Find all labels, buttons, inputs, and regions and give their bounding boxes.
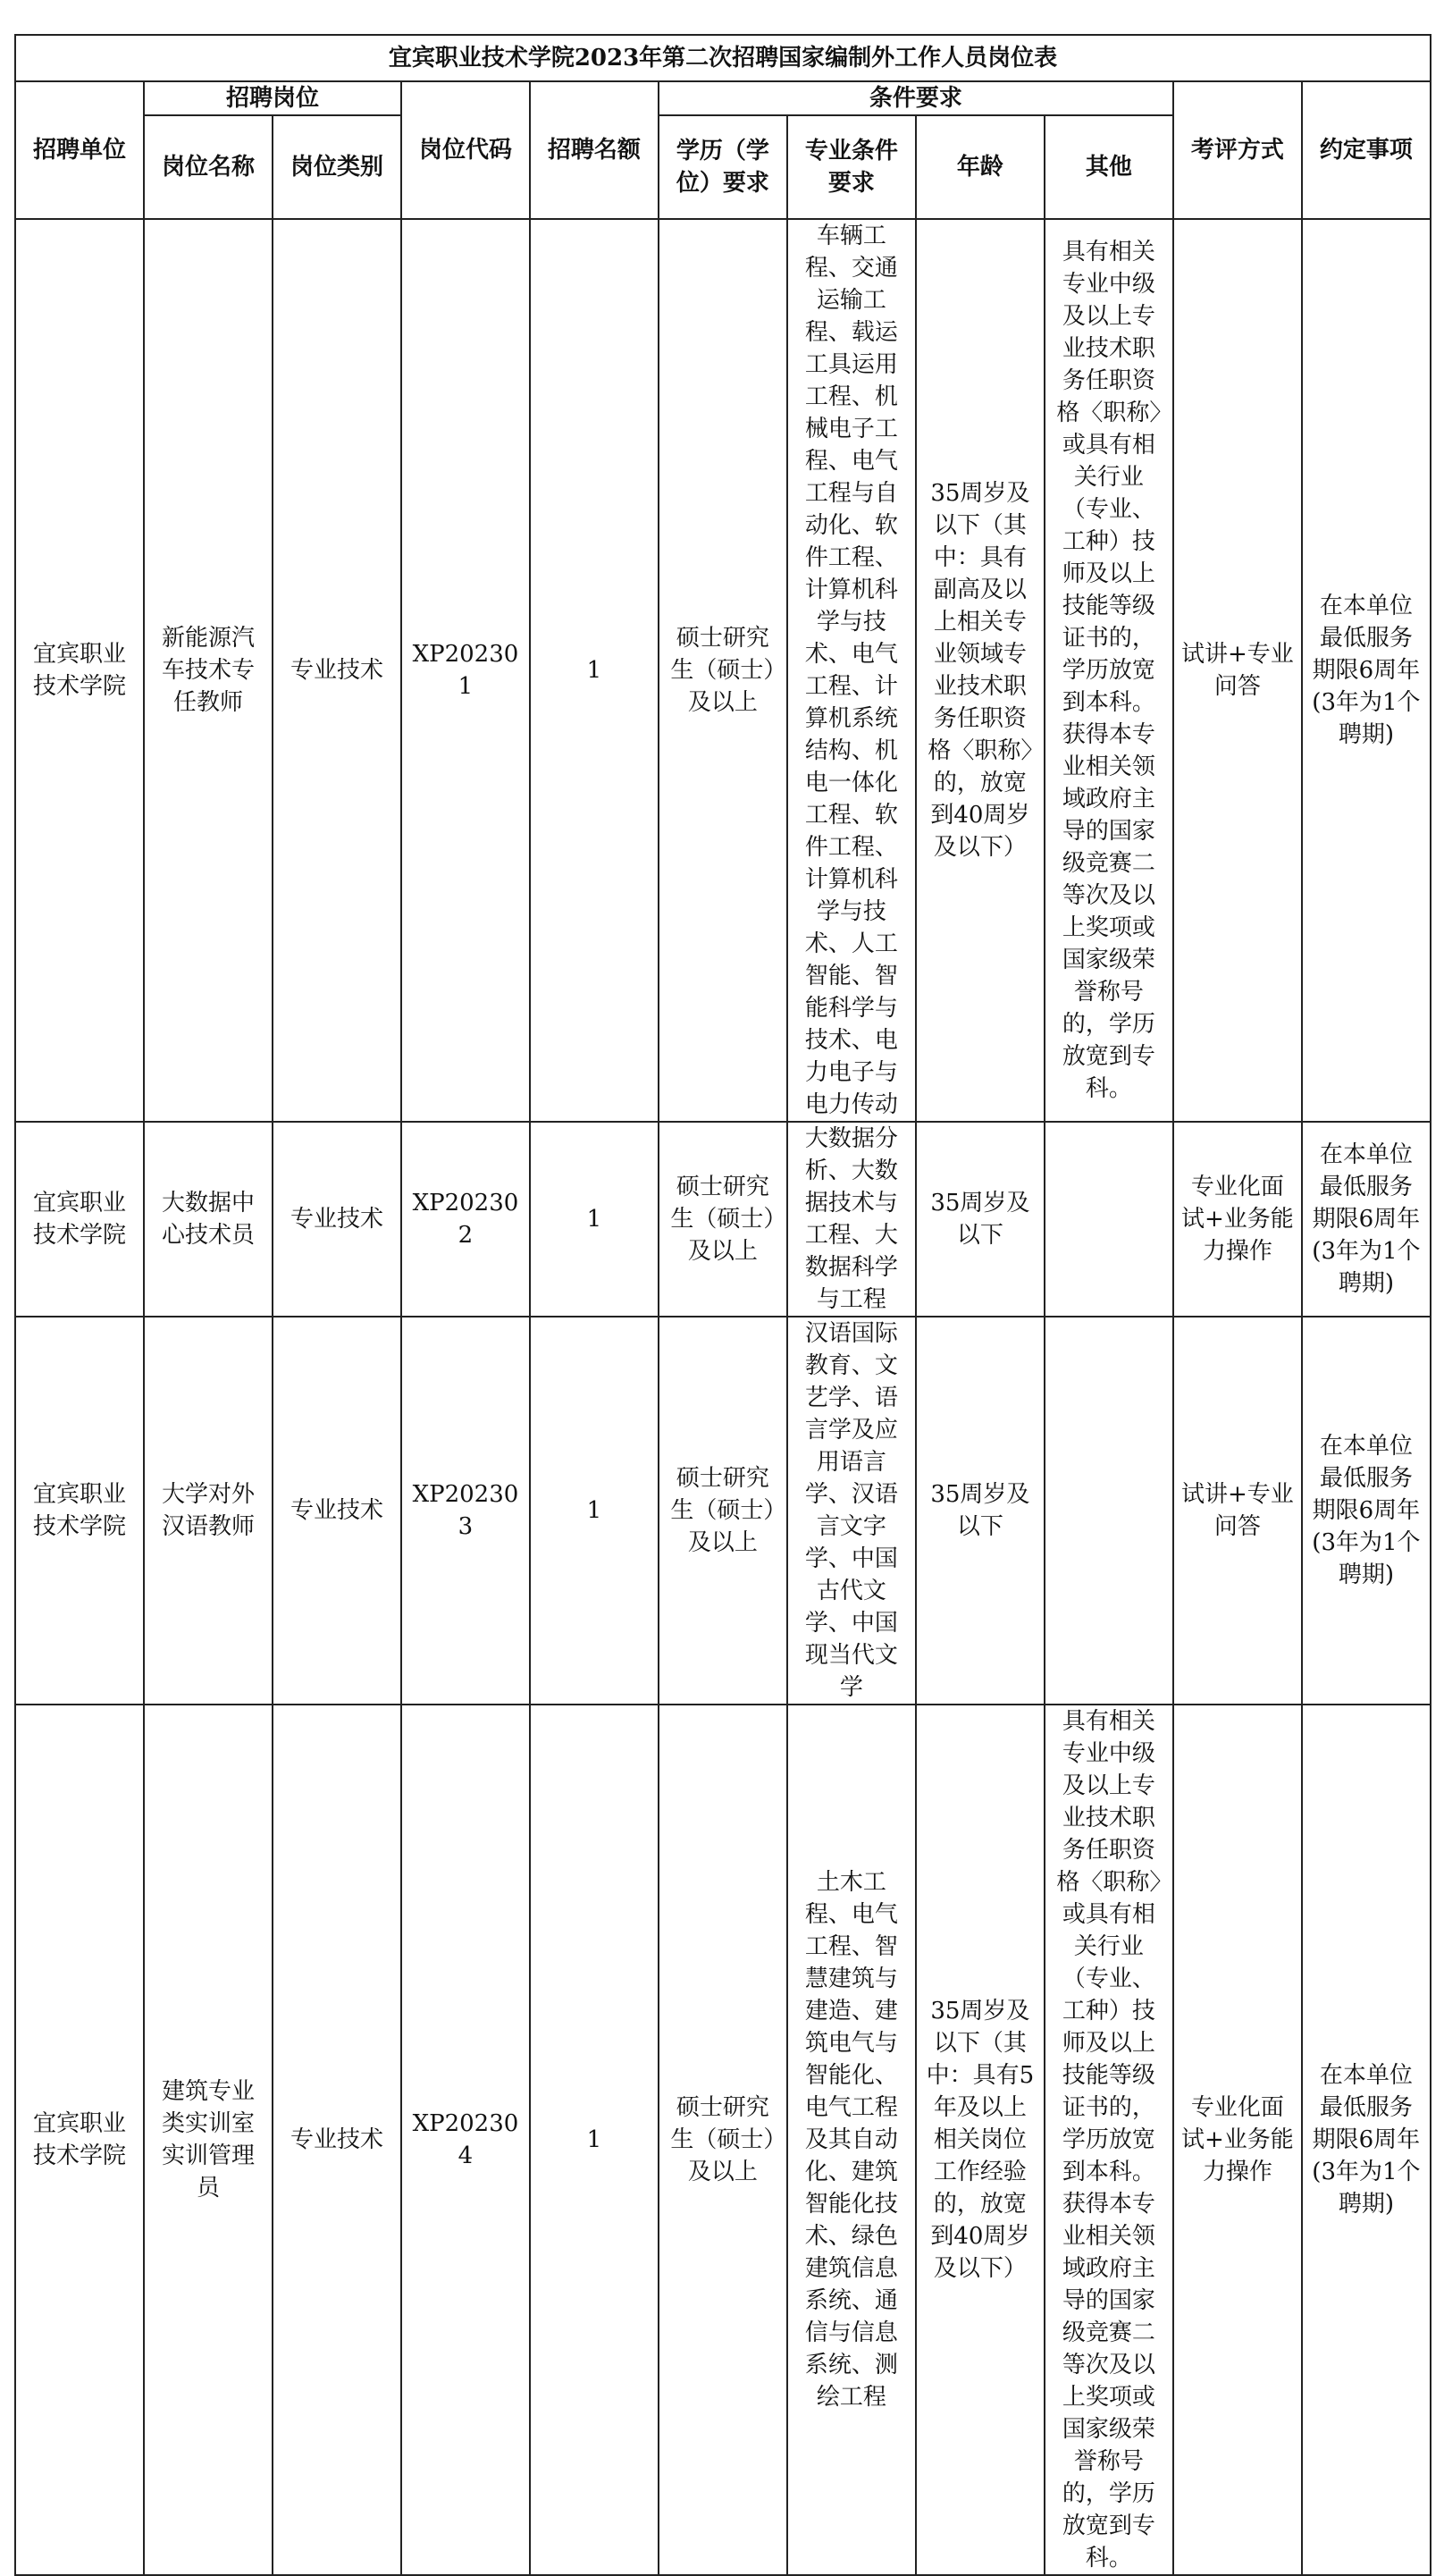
- cell-agreement: 在本单位最低服务期限6周年(3年为1个聘期): [1302, 1317, 1431, 1705]
- cell-assessment: 试讲+专业问答: [1173, 1317, 1302, 1705]
- header-quota: 招聘名额: [530, 81, 659, 219]
- cell-quota: 1: [530, 219, 659, 1122]
- cell-post-name: 新能源汽车技术专任教师: [144, 219, 273, 1122]
- table-row: [15, 1705, 1431, 2575]
- cell-unit: 宜宾职业技术学院: [15, 219, 144, 1122]
- cell-unit: 宜宾职业技术学院: [15, 1317, 144, 1705]
- header-agreement: 约定事项: [1302, 81, 1431, 219]
- cell-education: 硕士研究生（硕士）及以上: [659, 219, 787, 1122]
- cell-major: 车辆工程、交通运输工程、载运工具运用工程、机械电子工程、电气工程与自动化、软件工程、计算机科学与技术、电气工程、计算机系统结构、机电一体化工程、软件工程、计算机科学与技术、人工智能、智能科学与技术、电力电子与电力传动: [787, 219, 916, 1122]
- header-conditions: 条件要求: [659, 81, 1173, 115]
- cell-education: 硕士研究生（硕士）及以上: [659, 1122, 787, 1317]
- cell-post-name: 建筑专业类实训室实训管理员: [144, 1705, 273, 2575]
- table-row: [15, 1317, 1431, 1705]
- cell-other: [1045, 1122, 1173, 1317]
- cell-age: 35周岁及以下: [916, 1317, 1045, 1705]
- cell-agreement: 在本单位最低服务期限6周年(3年为1个聘期): [1302, 1705, 1431, 2575]
- cell-post-type: 专业技术: [273, 219, 401, 1122]
- cell-age: 35周岁及以下（其中：具有5年及以上相关岗位工作经验的，放宽到40周岁及以下）: [916, 1705, 1045, 2575]
- table-row: [15, 219, 1431, 1122]
- cell-other: 具有相关专业中级及以上专业技术职务任职资格〈职称〉或具有相关行业（专业、工种）技师及以上技能等级证书的，学历放宽到本科。获得本专业相关领域政府主导的国家级竞赛二等次及以上奖项或国家级荣誉称号的，学历放宽到专科。: [1045, 1705, 1173, 2575]
- cell-other: [1045, 1317, 1173, 1705]
- cell-post-code: XP202304: [401, 1705, 530, 2575]
- header-unit: 招聘单位: [15, 81, 144, 219]
- cell-post-type: 专业技术: [273, 1317, 401, 1705]
- cell-education: 硕士研究生（硕士）及以上: [659, 1705, 787, 2575]
- header-post-group: 招聘岗位: [144, 81, 401, 115]
- cell-agreement: 在本单位最低服务期限6周年(3年为1个聘期): [1302, 219, 1431, 1122]
- table-title: 宜宾职业技术学院2023年第二次招聘国家编制外工作人员岗位表: [15, 35, 1431, 81]
- cell-post-code: XP202301: [401, 219, 530, 1122]
- header-age: 年龄: [916, 115, 1045, 219]
- cell-age: 35周岁及以下: [916, 1122, 1045, 1317]
- cell-major: 大数据分析、大数据技术与工程、大数据科学与工程: [787, 1122, 916, 1317]
- cell-education: 硕士研究生（硕士）及以上: [659, 1317, 787, 1705]
- header-post-code: 岗位代码: [401, 81, 530, 219]
- cell-quota: 1: [530, 1705, 659, 2575]
- cell-unit: 宜宾职业技术学院: [15, 1705, 144, 2575]
- cell-post-type: 专业技术: [273, 1705, 401, 2575]
- cell-major: 土木工程、电气工程、智慧建筑与建造、建筑电气与智能化、电气工程及其自动化、建筑智能化技术、绿色建筑信息系统、通信与信息系统、测绘工程: [787, 1705, 916, 2575]
- cell-post-code: XP202303: [401, 1317, 530, 1705]
- cell-assessment: 试讲+专业问答: [1173, 219, 1302, 1122]
- cell-assessment: 专业化面试+业务能力操作: [1173, 1705, 1302, 2575]
- cell-post-type: 专业技术: [273, 1122, 401, 1317]
- cell-post-name: 大学对外汉语教师: [144, 1317, 273, 1705]
- cell-assessment: 专业化面试+业务能力操作: [1173, 1122, 1302, 1317]
- cell-major: 汉语国际教育、文艺学、语言学及应用语言学、汉语言文字学、中国古代文学、中国现当代文学: [787, 1317, 916, 1705]
- cell-post-name: 大数据中心技术员: [144, 1122, 273, 1317]
- cell-age: 35周岁及以下（其中：具有副高及以上相关专业领域专业技术职务任职资格〈职称〉的，放宽到40周岁及以下）: [916, 219, 1045, 1122]
- cell-unit: 宜宾职业技术学院: [15, 1122, 144, 1317]
- cell-quota: 1: [530, 1122, 659, 1317]
- cell-quota: 1: [530, 1317, 659, 1705]
- cell-post-code: XP202302: [401, 1122, 530, 1317]
- header-post-type: 岗位类别: [273, 115, 401, 219]
- header-other: 其他: [1045, 115, 1173, 219]
- table-row: [15, 1122, 1431, 1317]
- header-education: 学历（学位）要求: [659, 115, 787, 219]
- header-major: 专业条件要求: [787, 115, 916, 219]
- cell-other: 具有相关专业中级及以上专业技术职务任职资格〈职称〉或具有相关行业（专业、工种）技师及以上技能等级证书的，学历放宽到本科。获得本专业相关领域政府主导的国家级竞赛二等次及以上奖项或国家级荣誉称号的，学历放宽到专科。: [1045, 219, 1173, 1122]
- header-assessment: 考评方式: [1173, 81, 1302, 219]
- header-post-name: 岗位名称: [144, 115, 273, 219]
- cell-agreement: 在本单位最低服务期限6周年(3年为1个聘期): [1302, 1122, 1431, 1317]
- recruitment-table: [14, 34, 1431, 2576]
